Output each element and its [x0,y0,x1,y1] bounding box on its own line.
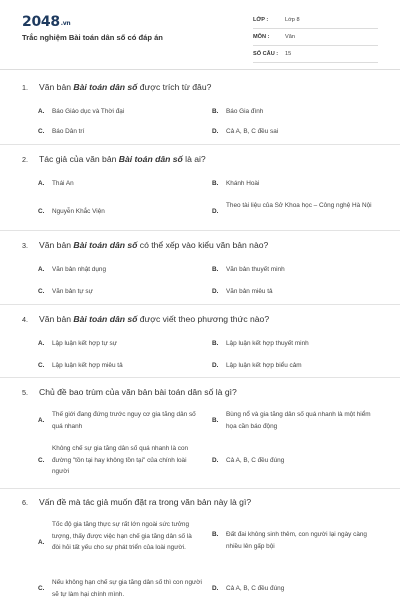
question-text: 5. Chủ đề bao trùm của văn bản bài toán dân số là gì? [22,387,237,397]
meta-label: MÔN : [253,34,270,40]
question-separator [0,230,400,231]
question-separator [0,488,400,489]
question-separator [0,377,400,378]
meta-value: 15 [285,51,292,57]
site-logo[interactable]: 2048.vn [22,14,71,30]
question-text: 6. Vấn đề mà tác giả muốn đặt ra trong văn bản này là gì? [22,497,252,507]
document-header [0,0,400,68]
document-title: Trắc nghiệm Bài toán dân số có đáp án [22,33,163,42]
question-separator [0,144,400,145]
site-logo-tld: .vn [60,20,71,27]
question-text: 1. Văn bản Bài toán dân số được trích từ đâu? [22,82,212,92]
question-text: 4. Văn bản Bài toán dân số được viết theo phương thức nào? [22,314,270,324]
meta-label: SỐ CÂU : [253,51,279,57]
meta-row-class [253,14,378,29]
meta-row-subject [253,31,378,46]
question-text: 2. Tác giả của văn bản Bài toán dân số là ai? [22,154,206,164]
question-separator [0,304,400,305]
meta-row-count [253,48,378,63]
meta-value: Văn [285,34,295,40]
question-text: 3. Văn bản Bài toán dân số có thể xếp vào kiểu văn bản nào? [22,240,269,250]
meta-value: Lớp 8 [285,17,300,23]
meta-info [253,14,378,65]
header-divider [0,69,400,70]
meta-label: LỚP : [253,17,269,23]
